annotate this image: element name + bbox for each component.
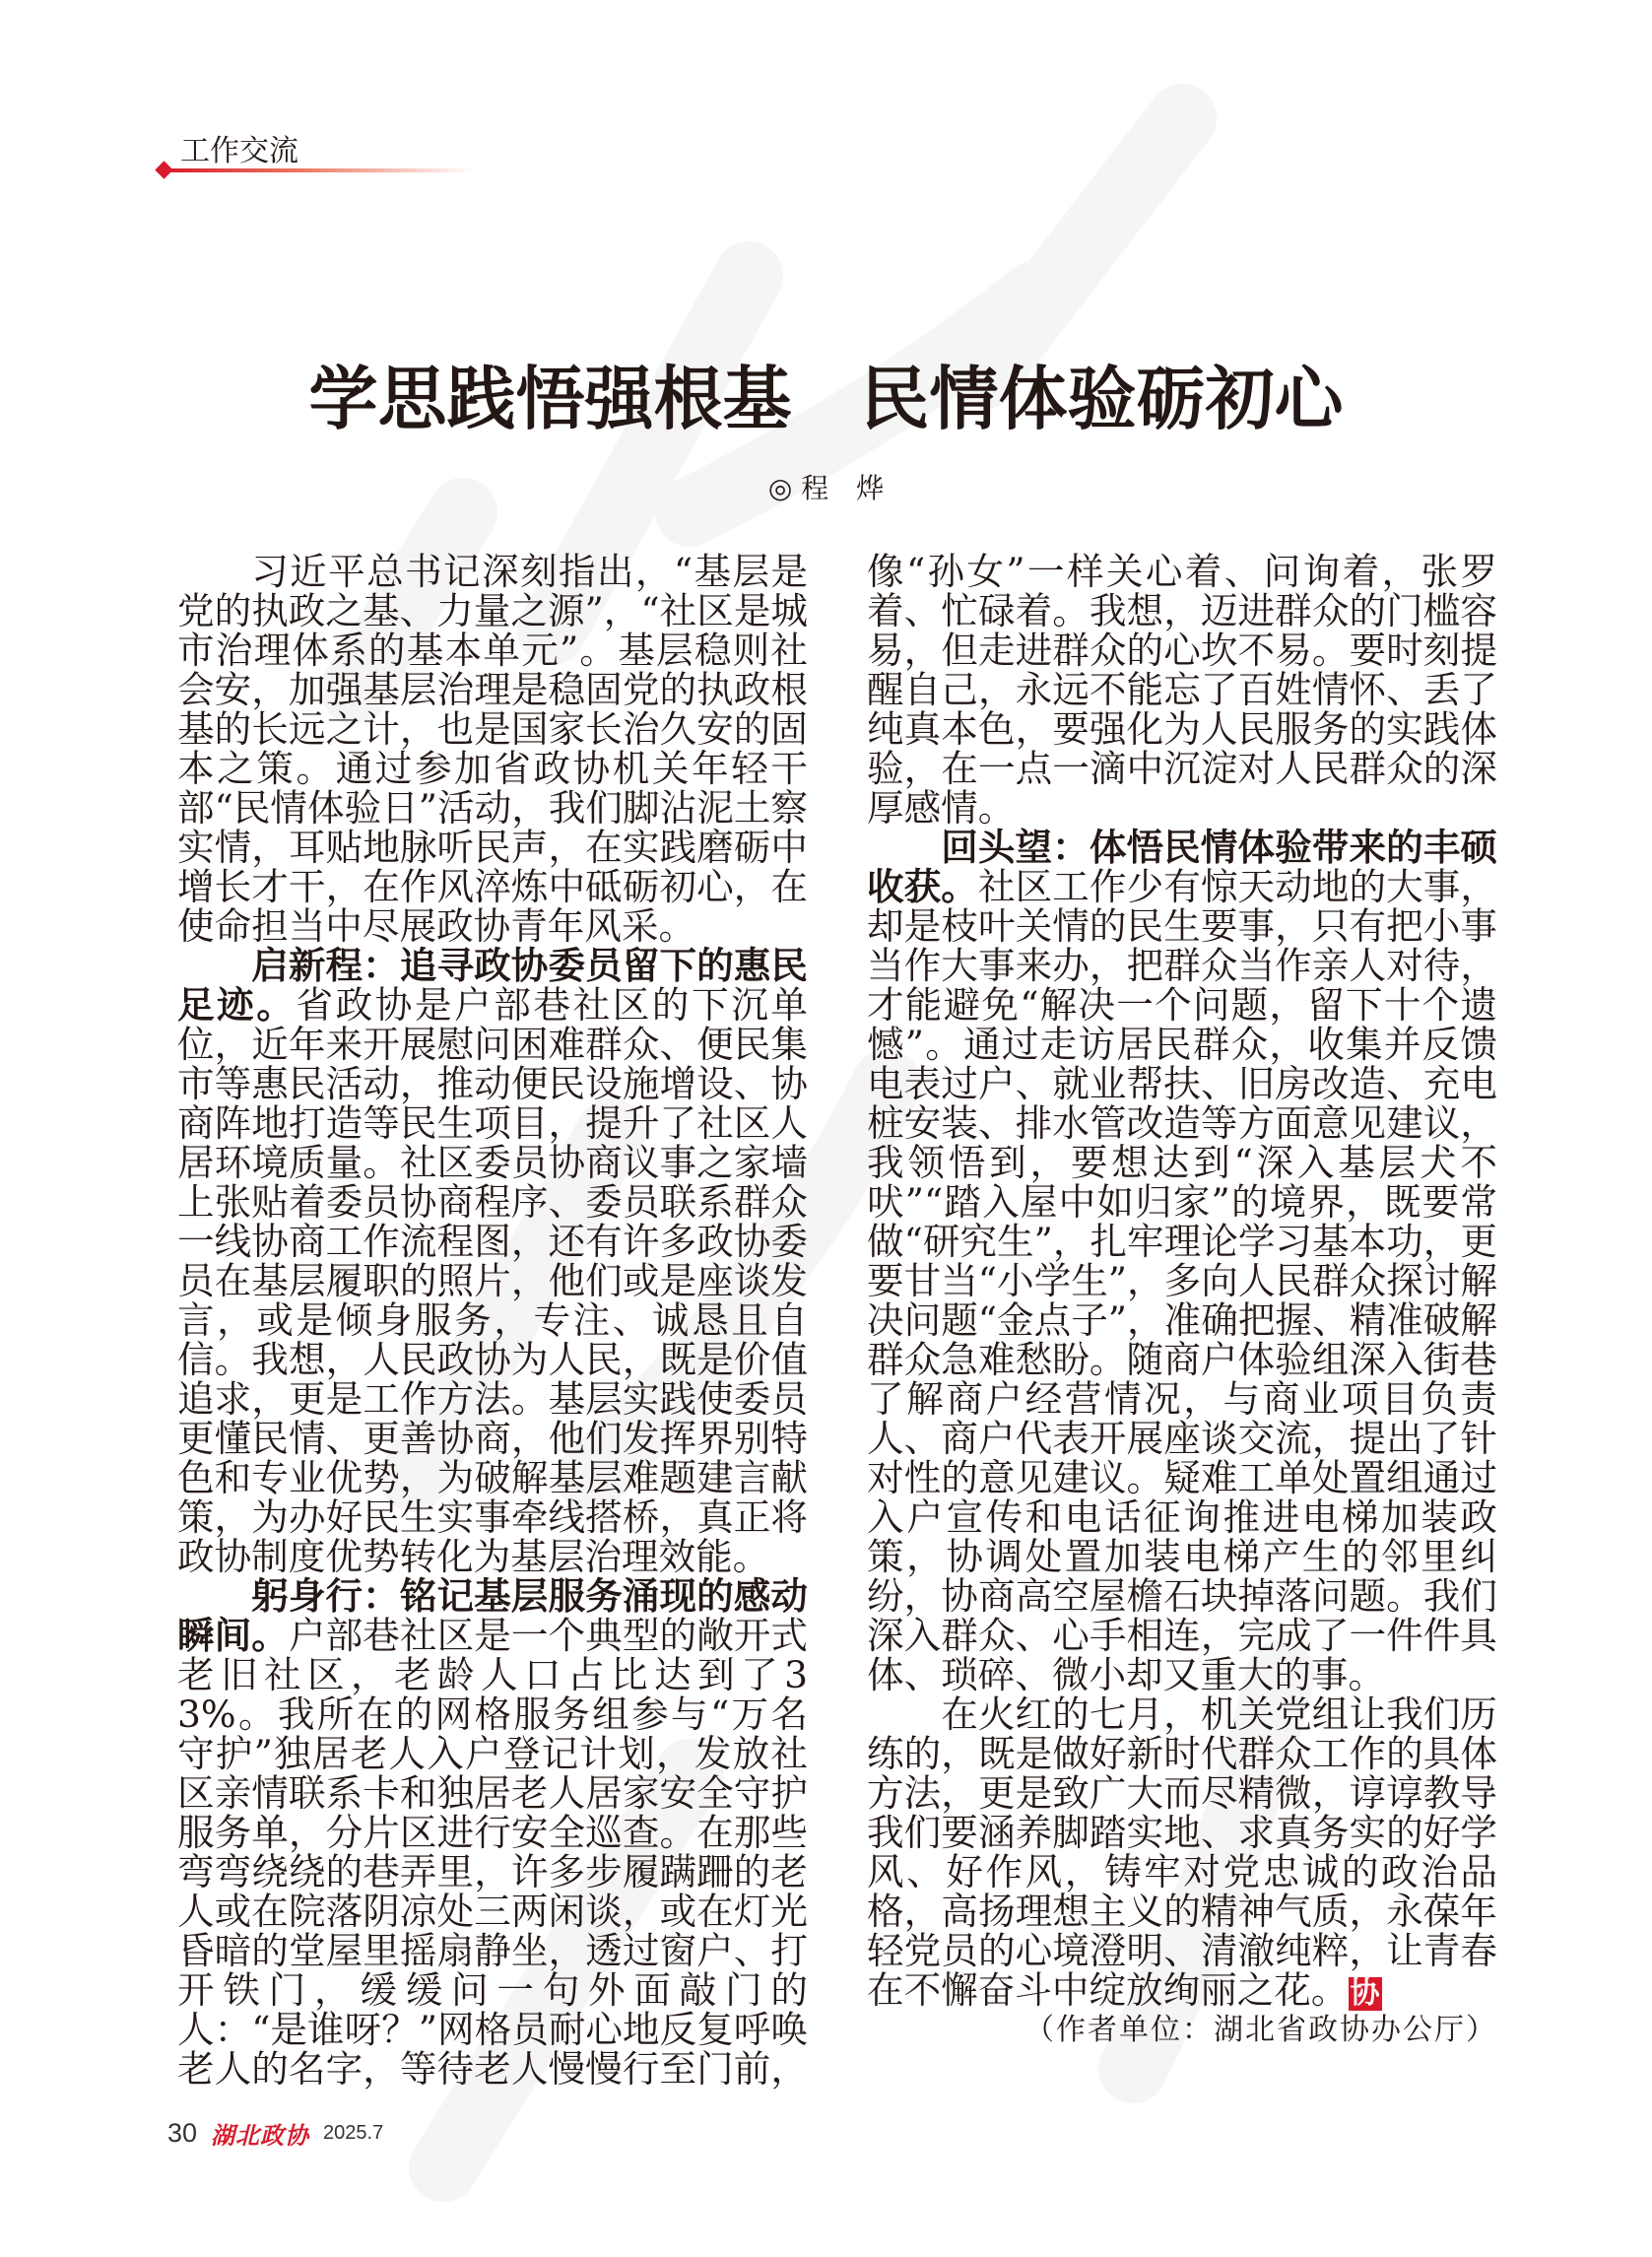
page-number: 30 [167,2118,198,2148]
paragraph-text: 习近平总书记深刻指出，“基层是党的执政之基、力量之源”，“社区是城市治理体系的基本单元”。基层稳则社会安，加强基层治理是稳固党的执政根基的长远之计，也是国家长治久安的固本之策。通过参加省政协机关年轻干部“民情体验日”活动，我们脚沾泥土察实情，耳贴地脉听民声，在实践磨砺中增长才干，在作风淬炼中砥砺初心，在使命担当中尽展政协青年风采。 [177,550,808,948]
issue-date: 2025.7 [323,2122,384,2144]
paragraph [867,1694,1497,2011]
end-mark-icon: 协 [1350,1976,1380,2011]
paragraph-text: 社区工作少有惊天动地的大事，却是枝叶关情的民生要事，只有把小事当作大事来办，把群众当作亲人对待，才能避免“解决一个问题，留下十个遗憾”。通过走访居民群众，收集并反馈电表过户、就业帮扶、旧房改造、充电桩安装、排水管改造等方面意见建议，我领悟到，要想达到“深入基层犬不吠”“踏入屋中如归家”的境界，既要常做“研究生”，扎牢理论学习基本功，更要甘当“小学生”，多向人民群众探讨解决问题“金点子”，准确把握、精准破解群众急难愁盼。随商户体验组深入街巷了解商户经营情况，与商业项目负责人、商户代表开展座谈交流，提出了针对性的意见建议。疑难工单处置组通过入户宣传和电话征询推进电梯加装政策，协调处置加装电梯产生的邻里纠纷，协商高空屋檐石块掉落问题。我们深入群众、心手相连，完成了一件件具体、琐碎、微小却又重大的事。 [867,865,1498,1696]
article-author: ◎ 程 烨 [767,472,885,504]
paragraph-text: 户部巷社区是一个典型的敞开式老旧社区，老龄人口占比达到了33%。我所在的网格服务组参与“万名守护”独居老人入户登记计划，发放社区亲情联系卡和独居老人居家安全守护服务单，分片区进行安全巡查。在那些弯弯绕绕的巷弄里，许多步履蹒跚的老人或在院落阴凉处三两闲谈，或在灯光昏暗的堂屋里摇扇静坐，透过窗户、打开铁门，缓缓问一句外面敲门的人：“是谁呀？”网格员耐心地反复呼唤老人的名字，等待老人慢慢行至门前，像“孙女”一样关心着、问询着，张罗着、忙碌着。我想，迈进群众的门槛容易，但走进群众的心坎不易。要时刻提醒自己，永远不能忘了百姓情怀、丢了纯真本色，要强化为人民服务的实践体验，在一点一滴中沉淀对人民群众的深厚感情。 [177,550,1497,2091]
paragraph [177,552,808,946]
paragraph-lead: 躬身行：铭记基层服务涌现的感动瞬间。 [177,1574,808,1657]
section-rule [165,168,475,172]
article-title: 学思践悟强根基 民情体验砺初心 [308,358,1344,439]
magazine-logo: 湖北政协 [211,2123,310,2150]
section-label: 工作交流 [180,134,298,168]
paragraph-text: 在火红的七月，机关党组让我们历练的，既是做好新时代群众工作的具体方法，更是致广大而尽精微，谆谆教导我们要涵养脚踏实地、求真务实的好学风、好作风，铸牢对党忠诚的政治品格，高扬理想主义的精神气质，永葆年轻党员的心境澄明、清澈纯粹，让青春在不懈奋斗中绽放绚丽之花。 [867,1693,1497,2012]
paragraph-lead: 启新程：追寻政协委员留下的惠民足迹。 [177,944,808,1027]
paragraph-lead: 回头望：体悟民情体验带来的丰硕收获。 [867,826,1497,908]
paragraph [867,828,1497,1694]
paragraph [177,946,808,1576]
article-body [177,552,1497,2089]
page-footer [167,2116,383,2151]
paragraph-text: 省政协是户部巷社区的下沉单位，近年来开展慰问困难群众、便民集市等惠民活动，推动便民设施增设、协商阵地打造等民生项目，提升了社区人居环境质量。社区委员协商议事之家墙上张贴着委员协商程序、委员联系群众一线协商工作流程图，还有许多政协委员在基层履职的照片，他们或是座谈发言，或是倾身服务，专注、诚恳且自信。我想，人民政协为人民，既是价值追求，更是工作方法。基层实践使委员更懂民情、更善协商，他们发挥界别特色和专业优势，为破解基层难题建言献策，为办好民生实事牵线搭桥，真正将政协制度优势转化为基层治理效能。 [177,983,808,1578]
author-affiliation: （作者单位：湖北省政协办公厅） [1039,2013,1497,2047]
